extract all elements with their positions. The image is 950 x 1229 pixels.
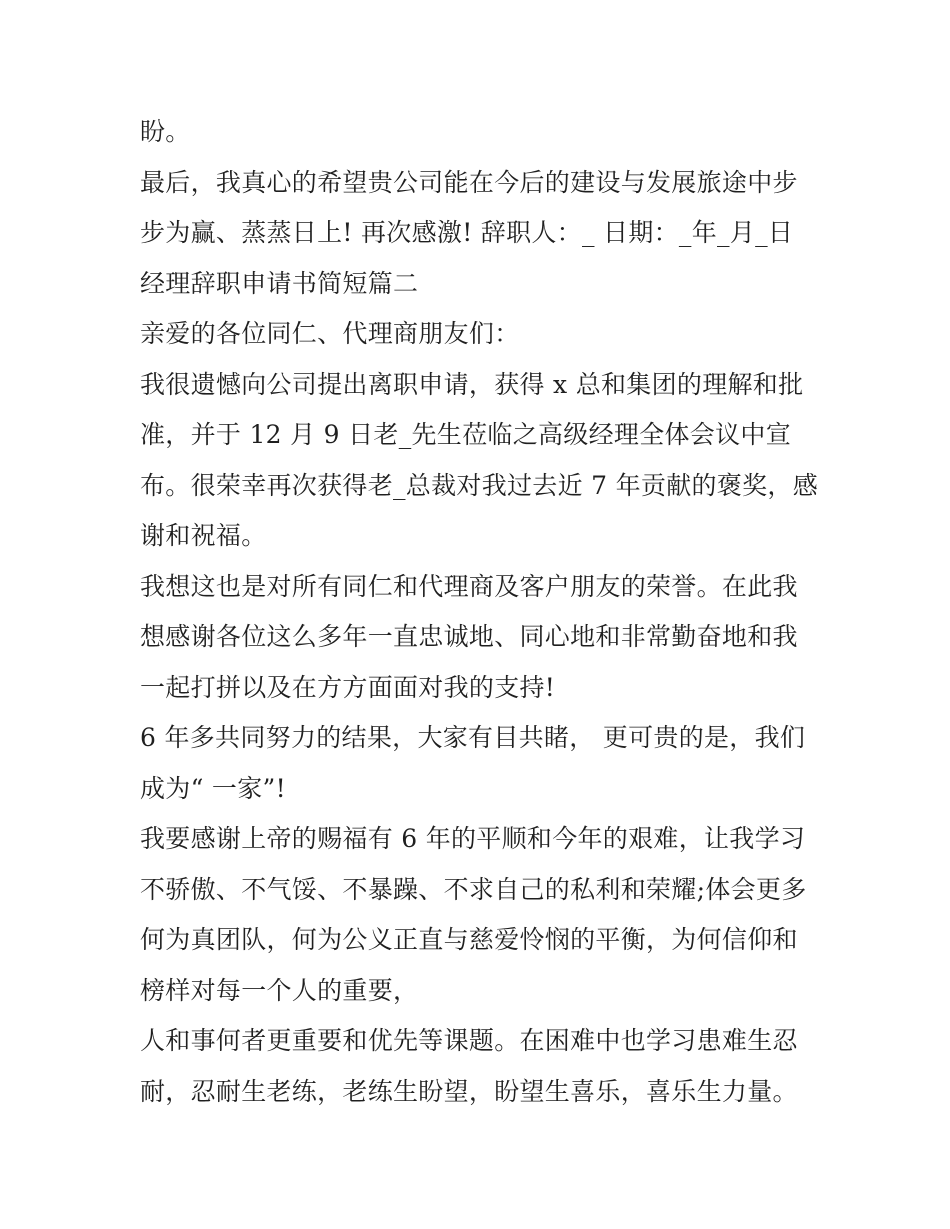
paragraph-salutation: 亲爱的各位同仁、代理商朋友们： bbox=[140, 319, 520, 348]
paragraph-continuation: 盼。 bbox=[140, 117, 191, 146]
paragraph-thanks: 我想这也是对所有同仁和代理商及客户朋友的荣誉。在此我想感谢各位这么多年一直忠诚地、同心地和非常勤奋地和我一起打拼以及在方方面面对我的支持! bbox=[140, 571, 798, 702]
paragraph-gratitude: 我要感谢上帝的赐福有 6 年的平顺和今年的艰难，让我学习不骄傲、不气馁、不暴躁、不求自己的私利和荣耀;体会更多何为真团队，何为公义正直与慈爱怜悯的平衡，为何信仰和榜样对每一个人的重要， bbox=[140, 824, 807, 1005]
paragraph-closing-wishes: 最后，我真心的希望贵公司能在今后的建设与发展旅途中步步为赢、蒸蒸日上! 再次感激! 辞职人：_ 日期：_年_月_日 经理辞职申请书简短篇二 bbox=[140, 167, 798, 298]
paragraph-resignation-announcement: 我很遗憾向公司提出离职申请，获得 x 总和集团的理解和批准，并于 12 月 9 日老_先生莅临之高级经理全体会议中宣布。很荣幸再次获得老_总裁对我过去近 7 年贡献的褒奖，感谢和祝福。 bbox=[140, 369, 819, 550]
document-body bbox=[140, 107, 820, 1117]
paragraph-results: 6 年多共同努力的结果，大家有目共睹， 更可贵的是，我们成为“ 一家”! bbox=[140, 723, 806, 803]
paragraph-lessons: 人和事何者更重要和优先等课题。在困难中也学习患难生忍耐，忍耐生老练，老练生盼望，盼望生喜乐，喜乐生力量。 bbox=[140, 1026, 798, 1106]
